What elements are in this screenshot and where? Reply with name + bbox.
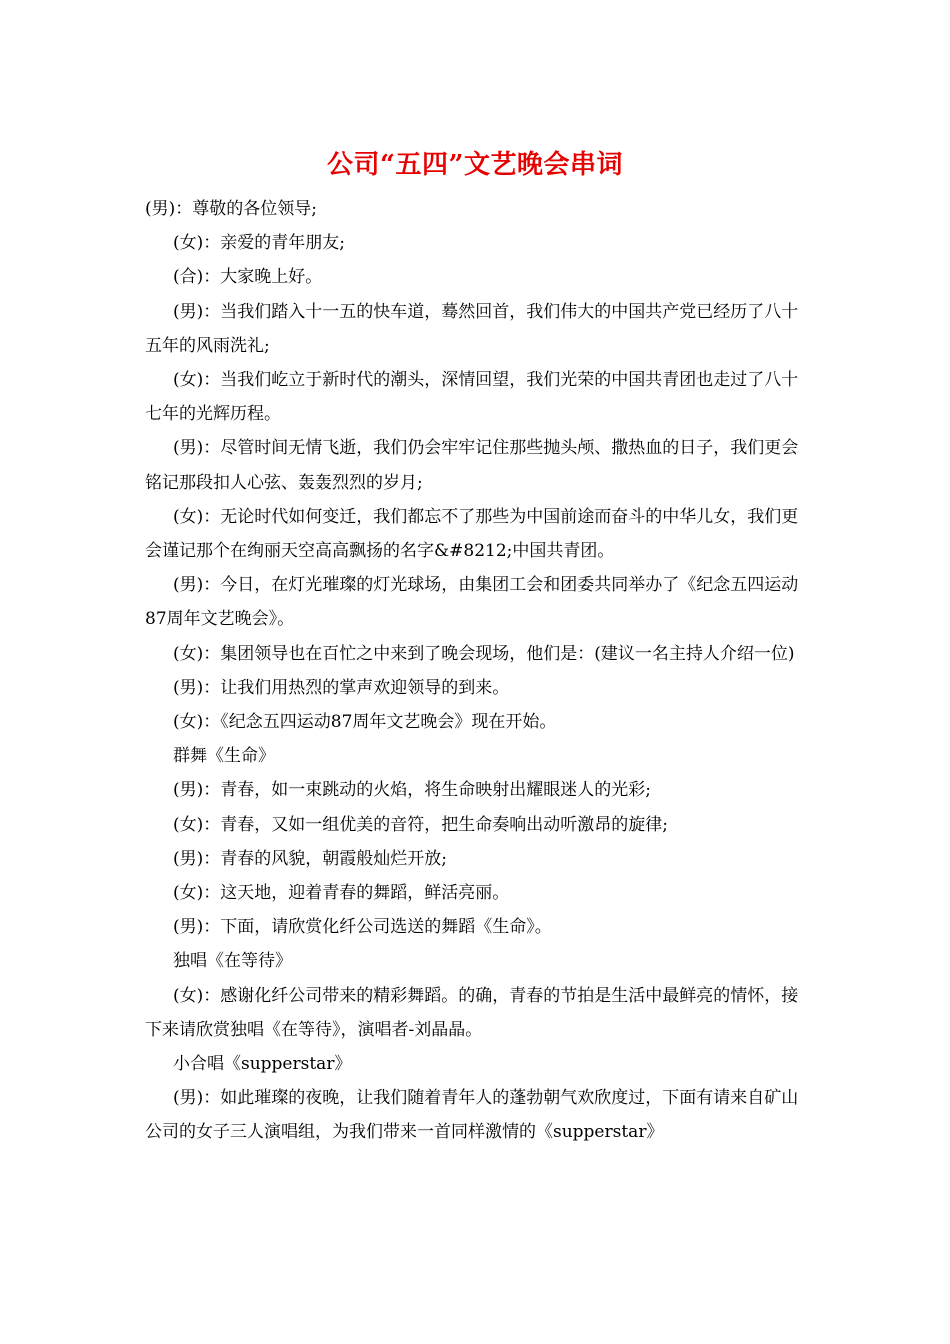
paragraph: (男)：青春，如一束跳动的火焰，将生命映射出耀眼迷人的光彩; — [173, 780, 651, 801]
paragraph: (女)：当我们屹立于新时代的潮头，深情回望，我们光荣的中国共青团也走过了八十七年的光辉历程。 — [145, 370, 799, 425]
document-body — [145, 192, 809, 1150]
document-title: 公司“五四”文艺晚会串词 — [327, 150, 623, 180]
paragraph: (女)：无论时代如何变迁，我们都忘不了那些为中国前途而奋斗的中华儿女，我们更会谨记那个在绚丽天空高高飘扬的名字&#8212;中国共青团。 — [145, 506, 799, 562]
paragraph: (女)：青春，又如一组优美的音符，把生命奏响出动听激昂的旋律; — [173, 814, 668, 835]
section-heading: 独唱《在等待》 — [173, 951, 292, 972]
paragraph: (女)：集团领导也在百忙之中来到了晚会现场，他们是：(建议一名主持人介绍一位) — [173, 643, 795, 664]
section-heading: 小合唱《supperstar》 — [173, 1054, 352, 1075]
paragraph: (男)：当我们踏入十一五的快车道，蓦然回首，我们伟大的中国共产党已经历了八十五年的风雨洗礼; — [145, 301, 799, 356]
paragraph: (男)：下面，请欣赏化纤公司选送的舞蹈《生命》。 — [173, 917, 552, 938]
paragraph: (男)：尊敬的各位领导; — [145, 199, 317, 219]
paragraph: (男)：青春的风貌，朝霞般灿烂开放; — [173, 848, 447, 869]
section-heading: 群舞《生命》 — [173, 746, 275, 767]
paragraph: (男)：让我们用热烈的掌声欢迎领导的到来。 — [173, 677, 510, 698]
paragraph: (男)：今日，在灯光璀璨的灯光球场，由集团工会和团委共同举办了《纪念五四运动87周年文艺晚会》。 — [145, 575, 799, 630]
paragraph: (男)：尽管时间无情飞逝，我们仍会牢牢记住那些抛头颅、撒热血的日子，我们更会铭记那段扣人心弦、轰轰烈烈的岁月; — [145, 438, 799, 493]
paragraph: (合)：大家晚上好。 — [173, 267, 323, 288]
paragraph: (女)：亲爱的青年朋友; — [173, 233, 345, 254]
paragraph: (男)：如此璀璨的夜晚，让我们随着青年人的蓬勃朝气欢欣度过，下面有请来自矿山公司的女子三人演唱组，为我们带来一首同样激情的《supperstar》 — [145, 1088, 799, 1143]
paragraph: (女)：这天地，迎着青春的舞蹈，鲜活亮丽。 — [173, 883, 510, 904]
paragraph: (女)：感谢化纤公司带来的精彩舞蹈。的确，青春的节拍是生活中最鲜亮的情怀，接下来请欣赏独唱《在等待》，演唱者-刘晶晶。 — [145, 985, 799, 1040]
paragraph: (女)：《纪念五四运动87周年文艺晚会》现在开始。 — [173, 712, 557, 733]
